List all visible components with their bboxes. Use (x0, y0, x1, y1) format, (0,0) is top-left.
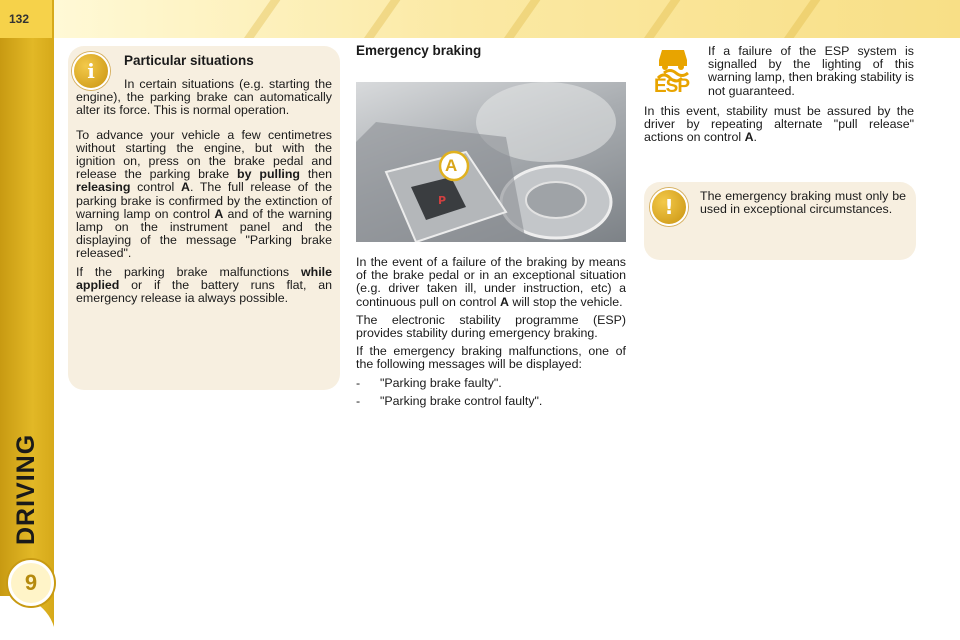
list-item: - "Parking brake faulty". (356, 375, 502, 390)
esp-text-1: If a failure of the ESP system is signalled by the lighting of this warning lamp, then braking stability is not guaranteed. (708, 44, 914, 98)
page-number: 132 (0, 0, 52, 38)
messages-list (356, 377, 626, 408)
emergency-paragraph-2: The electronic stability programme (ESP) provides stability during emergency braking. (356, 312, 626, 341)
emergency-braking-text (356, 256, 626, 408)
svg-text:P: P (438, 194, 447, 207)
header-band (54, 0, 960, 38)
particular-paragraph-2: To advance your vehicle a few centimetres without starting the engine, but with the ignition on, press on the brake pedal and release the parking brake by pulling then releasing control A. The full release of the parking brake is confirmed by the extinction of warning lamp on control A and of the warning lamp on the instrument panel and the displaying of the message "Parking brake released". (76, 127, 332, 261)
chapter-number-badge: 9 (8, 560, 54, 606)
emergency-paragraph-3: If the emergency braking malfunctions, one of the following messages will be displayed: (356, 344, 626, 372)
chapter-title: DRIVING (12, 433, 40, 545)
particular-situations-title: Particular situations (124, 53, 254, 68)
control-a-label: A (445, 156, 458, 175)
emergency-braking-title: Emergency braking (356, 43, 482, 58)
exclamation-icon: ! (650, 188, 688, 226)
parking-brake-illustration (356, 82, 626, 242)
particular-paragraph-3: If the parking brake malfunctions while applied or if the battery runs flat, an emergency release ia always possible. (76, 264, 332, 306)
esp-warning-lamp-icon (652, 46, 694, 98)
emergency-paragraph-1: In the event of a failure of the braking by means of the brake pedal or in an exceptional situation (e.g. driver taken ill, under instruction, etc) a continuous pull on control A will stop the vehicle. (356, 255, 626, 309)
particular-paragraph-1: In certain situations (e.g. starting the engine), the parking brake can automatically alter its force. This is normal operation. (76, 77, 332, 118)
parking-brake-control-photo (356, 82, 626, 242)
esp-text-2: In this event, stability must be assured by the driver by repeating alternate "pull release" actions on control A. (644, 104, 914, 145)
particular-situations-text (76, 78, 332, 305)
warning-text: The emergency braking must only be used in exceptional circumstances. (700, 189, 906, 217)
esp-lamp-text: ESP (654, 76, 690, 97)
list-item: - "Parking brake control faulty". (356, 393, 543, 408)
info-icon: i (72, 52, 110, 90)
